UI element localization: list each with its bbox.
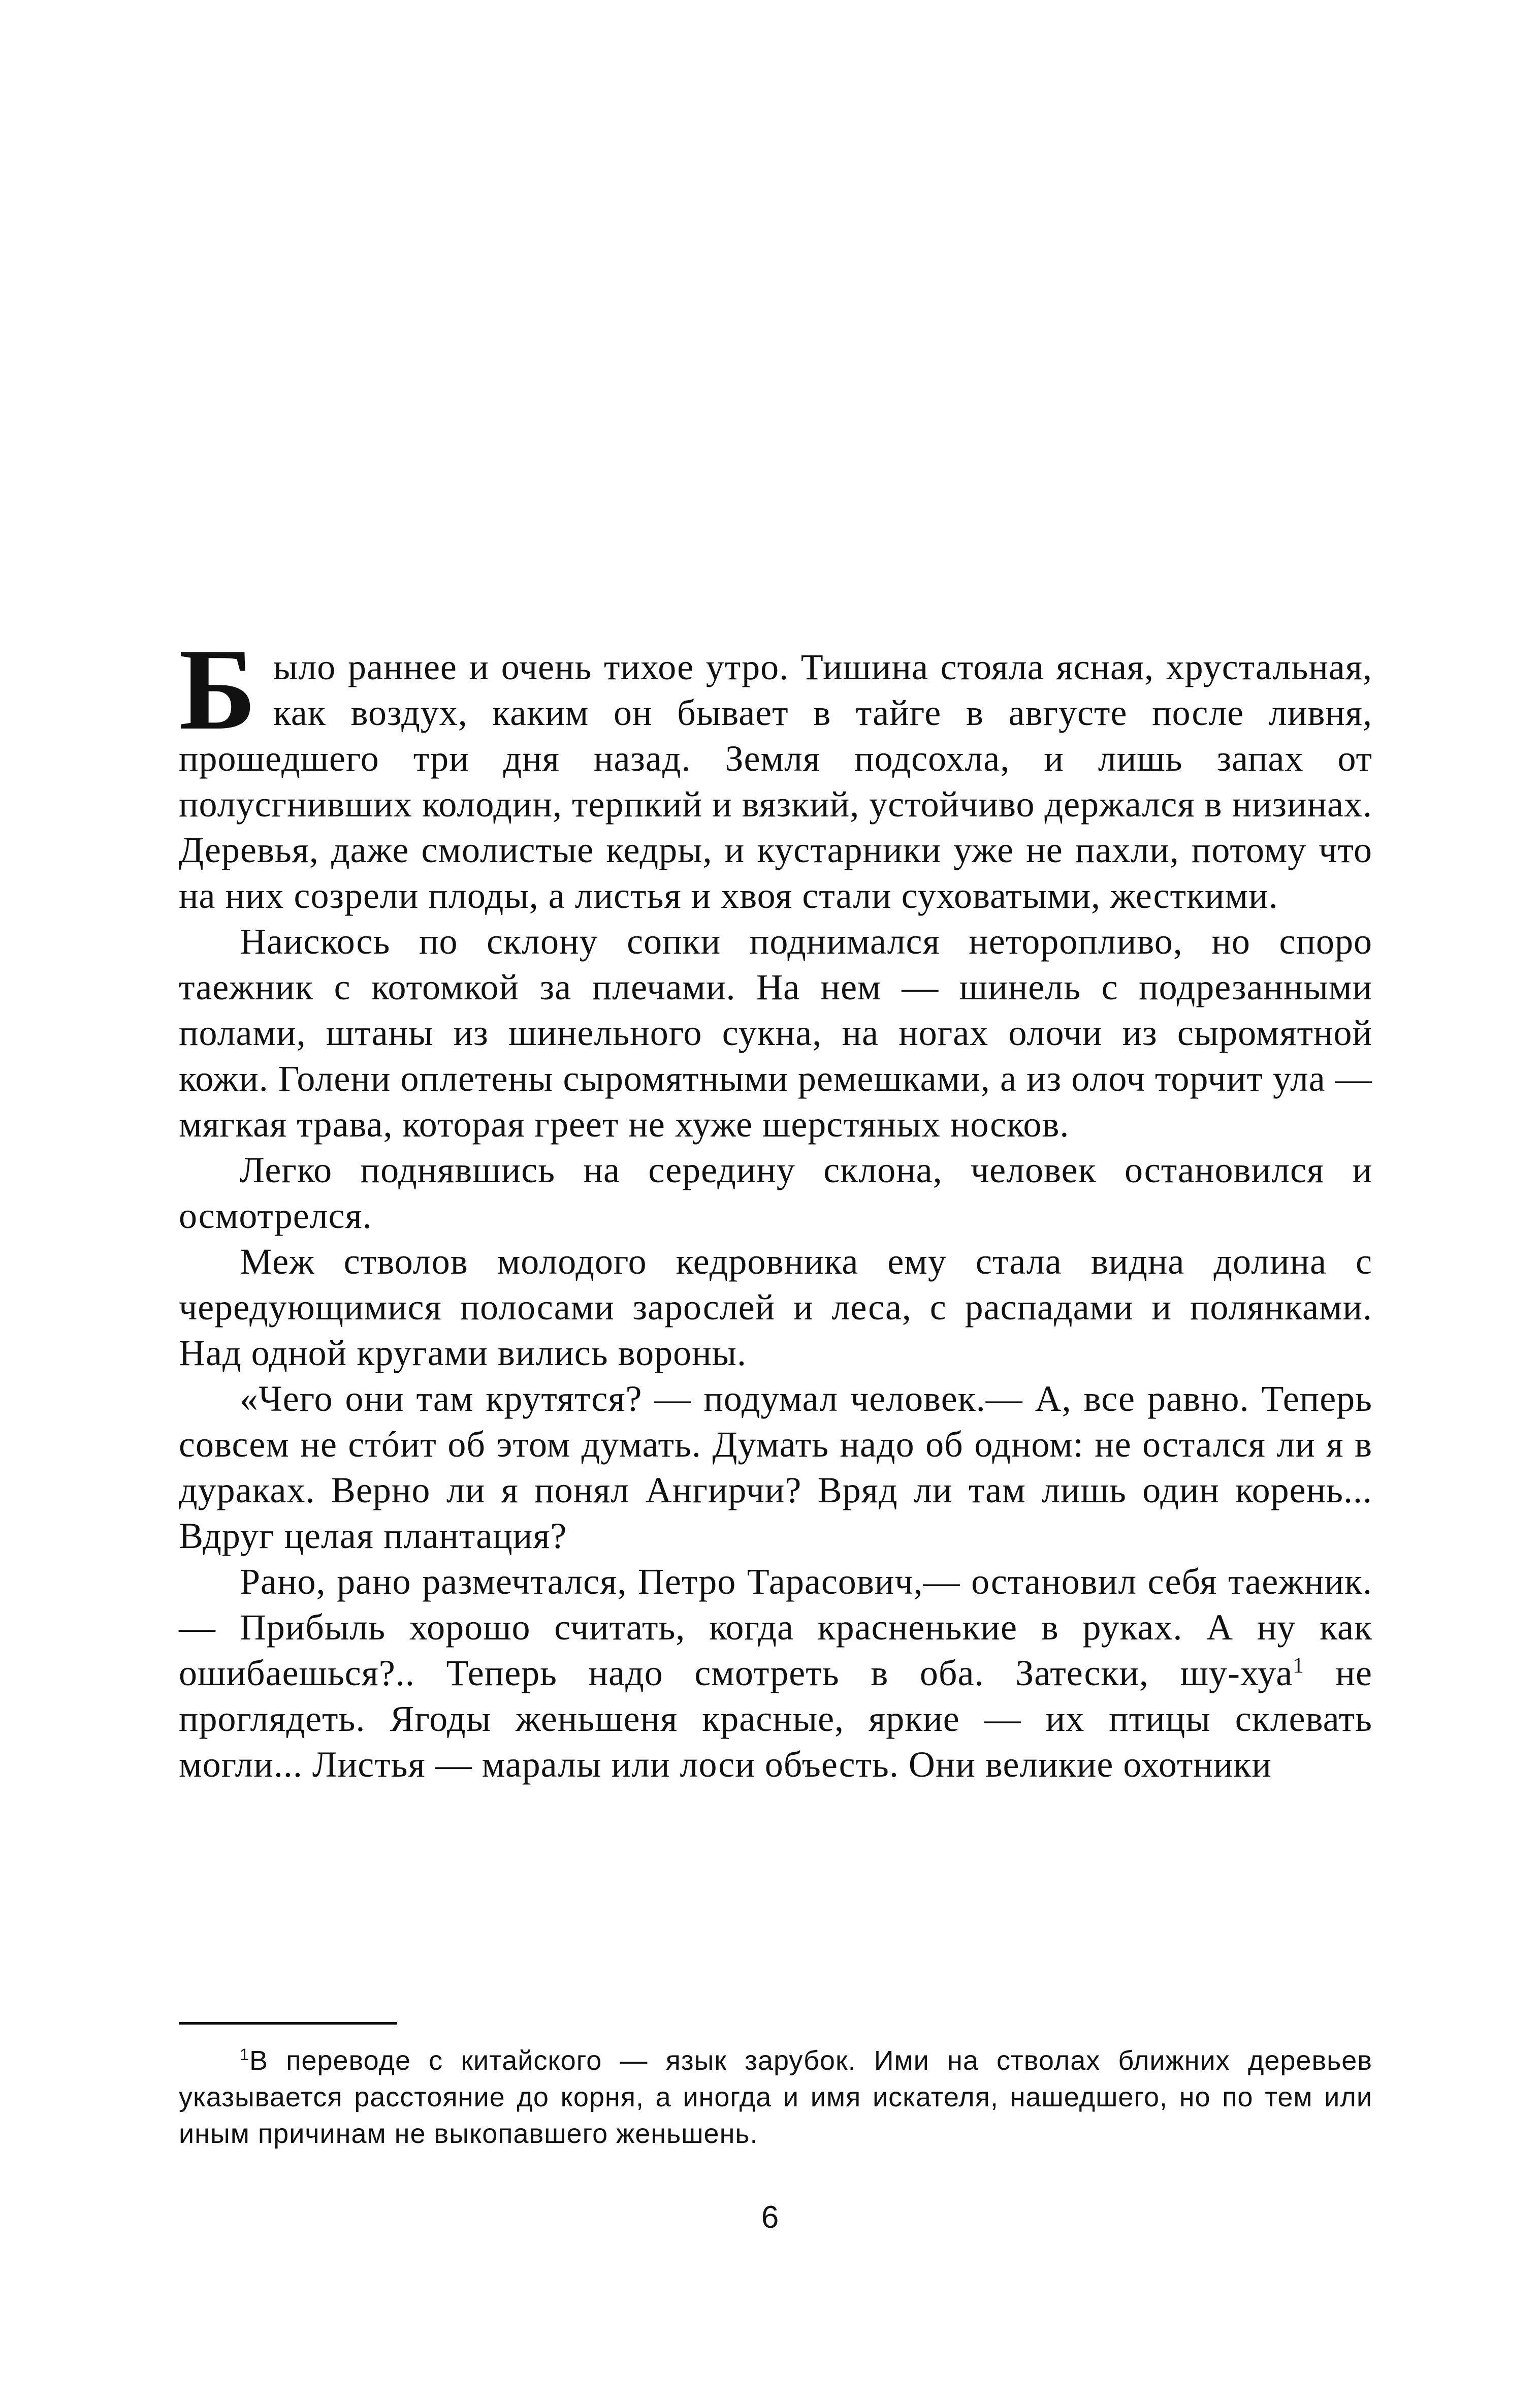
paragraph-6-text-b: не проглядеть. Ягоды женьшеня красные, яркие — их птицы склевать могли... Листья — маралы или лоси объесть. Они великие охотники: [179, 1653, 1372, 1785]
paragraph-1-text: ыло раннее и очень тихое утро. Тишина стояла ясная, хрустальная, как воздух, каким он бывает в тайге в августе после ливня, прошедшего три дня назад. Земля подсохла, и лишь запах от полусгнивших колодин, терпкий и вязкий, устойчиво держался в низинах. Деревья, даже смолистые кедры, и кустарники уже не пахли, потому что на них созрели плоды, а листья и хвоя стали суховатыми, жесткими.: [179, 647, 1372, 916]
paragraph-1: [179, 624, 1372, 919]
footnote: [179, 2042, 1372, 2152]
page-number: 6: [761, 2200, 779, 2235]
footnote-mark: 1: [240, 2045, 250, 2064]
drop-cap: Б: [179, 624, 257, 754]
paragraph-2: Наискось по склону сопки поднимался неторопливо, но споро таежник с котомкой за плечами. На нем — шинель с подрезанными полами, штаны из шинельного сукна, на ногах олочи из сыромятной кожи. Голени оплетены сыромятными ремешками, а из олоч торчит ула — мягкая трава, которая греет не хуже шерстяных носков.: [179, 921, 1372, 1145]
paragraph-5: «Чего они там крутятся? — подумал человек.— А, все равно. Теперь совсем не стóит об этом думать. Думать надо об одном: не остался ли я в дураках. Верно ли я понял Ангирчи? Вряд ли там лишь один корень... Вдруг целая плантация?: [179, 1378, 1372, 1556]
paragraph-6: [179, 1559, 1372, 1787]
footnote-separator: [179, 2022, 397, 2025]
footnote-text: В переводе с китайского — язык зарубок. Ими на стволах ближних деревьев указывается расстояние до корня, а иногда и имя искателя, нашедшего, но по тем или иным причинам не выкопавшего женьшень.: [179, 2045, 1372, 2149]
paragraph-6-text-a: Рано, рано размечтался, Петро Тарасович,— остановил себя таежник.— Прибыль хорошо считать, когда красненькие в руках. А ну как ошибаешься?.. Теперь надо смотреть в оба. Затески, шу-хуа: [179, 1561, 1372, 1693]
footnote-reference: 1: [1293, 1654, 1304, 1678]
paragraph-4: Меж стволов молодого кедровника ему стала видна долина с чередующимися полосами зарослей и леса, с распадами и полянками. Над одной кругами вились вороны.: [179, 1241, 1372, 1373]
main-text: [179, 624, 1372, 1787]
paragraph-3: Легко поднявшись на середину склона, человек остановился и осмотрелся.: [179, 1150, 1372, 1236]
